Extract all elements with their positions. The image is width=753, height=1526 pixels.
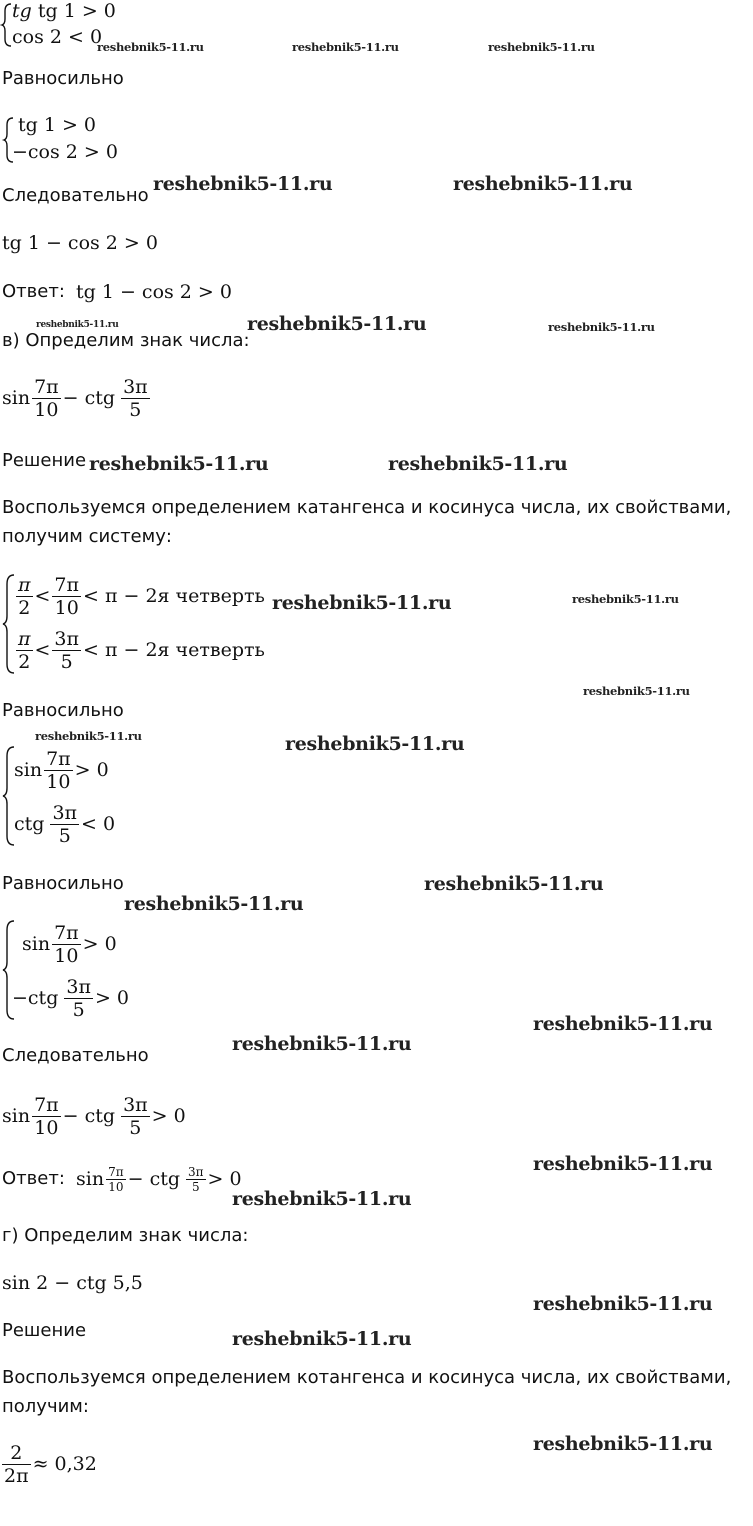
watermark: reshebnik5-11.ru: [247, 313, 427, 335]
paragraph-text: Равносильно: [2, 873, 124, 894]
fraction: $\frac{\pi}{2}$: [18, 573, 31, 619]
fraction: $\frac{3\pi}{5}$: [188, 1164, 204, 1194]
watermark: reshebnik5-11.ru: [424, 873, 604, 895]
fraction: $\frac{3\pi}{5}$: [52, 801, 78, 847]
fraction: $\frac{7\pi}{10}$: [54, 573, 79, 619]
watermark: reshebnik5-11.ru: [232, 1328, 412, 1350]
fraction: $\frac{7\pi}{10}$: [46, 747, 71, 793]
paragraph-text: Равносильно: [2, 68, 124, 89]
math-expression: tg 1 − cos 2 > 0: [2, 232, 158, 254]
task-heading: г) Определим знак числа:: [2, 1225, 249, 1246]
watermark: reshebnik5-11.ru: [488, 40, 595, 54]
paragraph-text: получим:: [2, 1396, 89, 1417]
fraction: $\frac{7\pi}{10}$: [54, 921, 79, 967]
paragraph-text: Решение: [2, 1320, 87, 1341]
watermark: reshebnik5-11.ru: [232, 1033, 412, 1055]
watermark: reshebnik5-11.ru: [35, 729, 142, 743]
fraction: $\frac{3\pi}{5}$: [123, 375, 148, 421]
watermark: reshebnik5-11.ru: [89, 453, 269, 475]
system-line: $\frac{\pi}{2}$ < $\frac{3\pi}{5}$ < π − 2я четверть: [18, 627, 265, 673]
answer-expression: sin $\frac{7\pi}{10}$ − ctg $\frac{3\pi}{5}$ > 0: [76, 1164, 242, 1194]
system-line: cos 2 < 0: [12, 26, 103, 48]
system-line: −cos 2 > 0: [12, 141, 118, 163]
watermark: reshebnik5-11.ru: [453, 173, 633, 195]
watermark: reshebnik5-11.ru: [153, 173, 333, 195]
watermark: reshebnik5-11.ru: [388, 453, 568, 475]
answer-expression: tg 1 − cos 2 > 0: [76, 281, 232, 303]
paragraph-text: Следовательно: [2, 1045, 149, 1066]
fraction: $\frac{3\pi}{5}$: [54, 627, 79, 673]
watermark: reshebnik5-11.ru: [97, 40, 204, 54]
watermark: reshebnik5-11.ru: [533, 1433, 713, 1455]
math-expression: sin 2 − ctg 5,5: [2, 1272, 143, 1294]
system-line: tg tg 1 > 0: [12, 0, 116, 22]
paragraph-text: Следовательно: [2, 185, 149, 206]
system-brace: [2, 3, 12, 47]
system-line: tg 1 > 0: [18, 114, 97, 136]
fraction: $\frac{7\pi}{10}$: [108, 1164, 124, 1194]
answer-label: Ответ:: [2, 1168, 65, 1189]
watermark: reshebnik5-11.ru: [533, 1293, 713, 1315]
math-expression: $\frac{2}{2\pi}$ ≈ 0,32: [4, 1441, 97, 1487]
watermark: reshebnik5-11.ru: [232, 1188, 412, 1210]
task-heading: в) Определим знак числа:: [2, 330, 250, 351]
watermark: reshebnik5-11.ru: [548, 320, 655, 334]
fraction: $\frac{7\pi}{10}$: [34, 1093, 59, 1139]
answer-label: Ответ:: [2, 281, 65, 302]
fraction: $\frac{7\pi}{10}$: [34, 375, 59, 421]
watermark: reshebnik5-11.ru: [36, 320, 119, 330]
paragraph-text: Решение: [2, 450, 87, 471]
fraction: $\frac{2}{2\pi}$: [4, 1441, 29, 1487]
math-expression: sin $\frac{7\pi}{10}$ − ctg $\frac{3\pi}{5}$: [2, 375, 148, 421]
fraction: $\frac{3\pi}{5}$: [66, 975, 91, 1021]
system-line: sin $\frac{7\pi}{10}$ > 0: [22, 921, 117, 967]
paragraph-text: Равносильно: [2, 700, 124, 721]
paragraph-text: получим систему:: [2, 526, 172, 547]
watermark: reshebnik5-11.ru: [533, 1013, 713, 1035]
math-expression: sin $\frac{7\pi}{10}$ − ctg $\frac{3\pi}{5}$ > 0: [2, 1093, 186, 1139]
system-line: −ctg $\frac{3\pi}{5}$ > 0: [12, 975, 129, 1021]
watermark: reshebnik5-11.ru: [292, 40, 399, 54]
watermark: reshebnik5-11.ru: [272, 592, 452, 614]
fraction: $\frac{\pi}{2}$: [18, 627, 31, 673]
system-line: ctg $\frac{3\pi}{5}$ < 0: [14, 801, 116, 847]
paragraph-text: Воспользуемся определением катангенса и косинуса числа, их свойствами,: [2, 497, 732, 518]
watermark: reshebnik5-11.ru: [285, 733, 465, 755]
watermark: reshebnik5-11.ru: [572, 592, 679, 606]
system-line: $\frac{\pi}{2}$ < $\frac{7\pi}{10}$ < π − 2я четверть: [18, 573, 265, 619]
paragraph-text: Воспользуемся определением котангенса и косинуса числа, их свойствами,: [2, 1367, 732, 1388]
fraction: $\frac{3\pi}{5}$: [123, 1093, 148, 1139]
watermark: reshebnik5-11.ru: [533, 1153, 713, 1175]
watermark: reshebnik5-11.ru: [583, 684, 690, 698]
system-line: sin $\frac{7\pi}{10}$ > 0: [14, 747, 109, 793]
watermark: reshebnik5-11.ru: [124, 893, 304, 915]
